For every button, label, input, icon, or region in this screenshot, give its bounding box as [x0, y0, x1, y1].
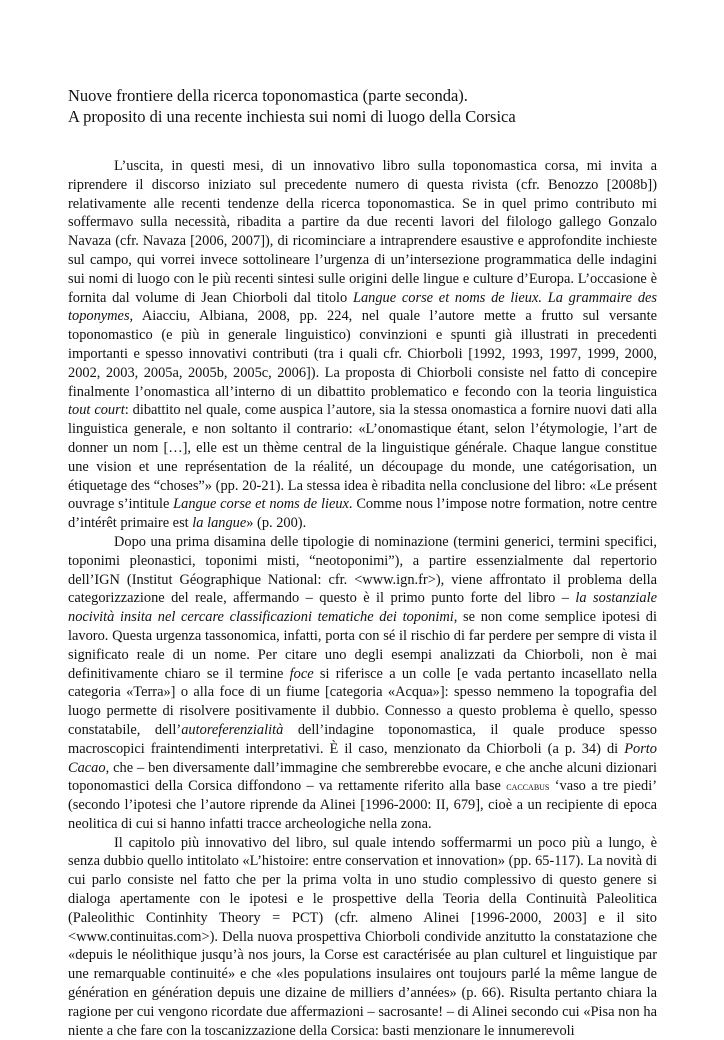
- article-title: [68, 85, 668, 127]
- p2-text-1: Dopo una prima disamina delle tipologie di nominazione (termini generici, termini specifici, toponimi pleonastici, toponimi misti, “neotoponimi”), a partire essenzialmente dal repertorio dell’IGN (Institut Géographique National: cfr. <www.ign.fr>), viene affrontato il problema della categorizzazione del reale, affermando – questo è il primo punto forte del libro –: [68, 533, 657, 607]
- paragraph-1: [68, 157, 657, 533]
- p2-italic-thesis: la sostanziale nocività insita nel cercare classificazioni tematiche dei toponimi: [68, 590, 657, 626]
- paragraph-2: [68, 533, 657, 834]
- p1-text-4: . Comme nous l’impose notre formation, notre centre d’intérêt primaire est: [68, 496, 657, 532]
- p2-text-3: si riferisce a un colle [e vada pertanto incasellato nella categoria «Terra»] o alla foce di un fiume [categoria «Acqua»]: spesso nemmeno la topografia del luogo permette di risolvere positivamente il dubbio. Connesso a questo problema è quello, spesso constatabile, dell’: [68, 665, 657, 738]
- p2-smallcaps-caccabus: caccabus: [506, 779, 550, 794]
- p1-text-1: L’uscita, in questi mesi, di un innovativo libro sulla toponomastica corsa, mi invita a riprendere il discorso iniziato sul precedente numero di questa rivista (cfr. Benozzo [2008b]) relativamente alle recenti tendenze della ricerca toponomastica. Se in quel primo contributo mi soffermavo sulla necessità, ribadita a partire da due recenti lavori del filologo gallego Gonzalo Navaza (cfr. Navaza [2006, 2007]), di ricominciare a intraprendere esaustive e approfondite inchieste sul campo, qui vorrei invece sottolineare l’urgenza di un’intersezione programmatica delle indagini sui nomi di luogo con le più recenti sintesi sulle origini delle lingue e culture d’Europa. L’occasione è fornita dal volume di Jean Chiorboli dal titolo: [68, 158, 657, 306]
- p1-text-2: , Aiacciu, Albiana, 2008, pp. 224, nel quale l’autore mette a frutto sul versante toponomastico (e più in generale linguistico) convinzioni e spunti già illustrati in precedenti importanti e spesso innovativi contributi (tra i quali cfr. Chiorboli [1992, 1993, 1997, 1999, 2000, 2002, 2003, 2005a, 2005b, 2005c, 2006]). La proposta di Chiorboli consiste nel fatto di concepire finalmente l’onomastica all’interno di un dibattito problematico e fecondo con la teoria linguistica: [68, 308, 657, 400]
- article-body: [68, 157, 657, 1040]
- p2-italic-porto-cacao: Porto Cacao: [68, 740, 657, 776]
- p2-text-2: , se non come semplice ipotesi di lavoro. Questa urgenza tassonomica, infatti, porta con sé il rischio di far perdere per sempre di vista il significato reale di un nome. Per citare uno degli esempi analizzati da Chiorboli, non è mai definitivamente chiaro se il termine: [68, 609, 658, 682]
- p2-italic-foce: foce: [289, 665, 314, 682]
- paragraph-3: [68, 834, 657, 1040]
- p2-text-5: , che – ben diversamente dall’immagine che sembrerebbe evocare, e che anche alcuni dizionari toponomastici della Corsica diffondono – va rettamente riferito alla base: [68, 759, 657, 795]
- p1-text-3: : dibattito nel quale, come auspica l’autore, sia la stessa onomastica a fornire nuovi dati alla linguistica generale, e non soltanto il contrario: «L’onomastique étant, selon l’étymologie, l’art de donner un nom […], elle est un thème central de la linguistique générale. Chaque langue constitue une vision et une représentation de la réalité, un découpage du monde, une catégorisation, un étiquetage des “choses”» (pp. 20-21). La stessa idea è ribadita nella conclusione del libro: «Le présent ouvrage s’intitule: [68, 402, 657, 513]
- p3-text-1: Il capitolo più innovativo del libro, sul quale intendo soffermarmi un poco più a lungo, è senza dubbio quello intitolato «L’histoire: entre conservation et innovation» (pp. 65-117). La novità di cui parlo consiste nel fatto che per la prima volta in uno studio complessivo di questo genere si dialoga apertamente con le ipotesi e le prospettive della Teoria della Continuità Paleolitica (Paleolithic Continhity Theory = PCT) (cfr. almeno Alinei [1996-2000, 2003] e il sito <www.continuitas.com>). Della nuova prospettiva Chiorboli condivide anzitutto la constatazione che «depuis le néolithique jusqu’à nos jours, la Corse est caractérisée au plan culturel et linguistique par une remarquable continuité» e che «les populations insulaires ont toujours parlé la même langue de génération en génération depuis une dizaine de milliers d’années» (p. 66). Risulta pertanto chiara la ragione per cui vengono ricordate due affermazioni – sacrosante! – di Alinei secondo cui «Pisa non ha niente a che fare con la toscanizzazione della Corsica: basti menzionare le innumerevoli: [68, 834, 657, 1039]
- p2-italic-autoreferenzialita: autoreferenzialità: [181, 721, 284, 738]
- p1-italic-book-title: Langue corse et noms de lieux. La grammaire des toponymes: [68, 289, 657, 325]
- p1-italic-la-langue: la langue: [192, 515, 247, 532]
- p2-text-6: ‘vaso a tre piedi’ (secondo l’ipotesi che l’autore riprende da Alinei [1996-2000: II, 679], cioè a un recipiente di epoca neolitica di cui si hanno infatti tracce archeologiche nella zona.: [68, 778, 657, 832]
- p2-text-4: dell’indagine toponomastica, il quale produce spesso macroscopici fraintendimenti interpretativi. È il caso, menzionato da Chiorboli (a p. 34) di: [68, 721, 658, 757]
- title-line-1: Nuove frontiere della ricerca toponomastica (parte seconda).: [68, 86, 468, 105]
- title-line-2: A proposito di una recente inchiesta sui nomi di luogo della Corsica: [68, 107, 516, 126]
- p1-italic-title-quote: Langue corse et noms de lieux: [173, 496, 349, 513]
- p1-text-5: » (p. 200).: [246, 515, 307, 532]
- p1-italic-tout-court: tout court: [68, 402, 125, 419]
